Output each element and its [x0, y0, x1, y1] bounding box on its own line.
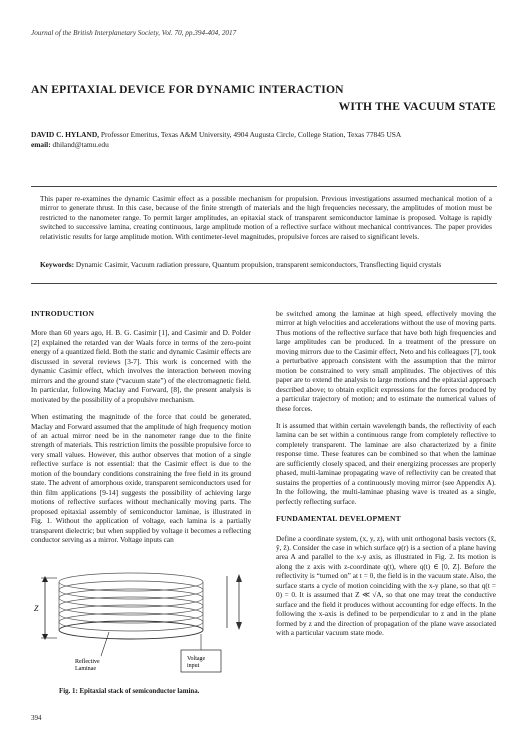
fig-label-reflective: Reflective	[75, 659, 100, 665]
author-affiliation: Professor Emeritus, Texas A&M University, 4904 Augusta Circle, College Station, Texas 77845 USA	[99, 130, 402, 139]
fig-label-input: input	[187, 663, 200, 669]
intro-paragraph-4: It is assumed that within certain wavelength bands, the reflectivity of each lamina can be set within a continuous range from completely reflective to completely transparent. The laminae are also characterized by a finite response time. These features can be combined so that when the laminae are sufficiently closely spaced, and their energizing processes are properly phased, multi-laminae propagating wave of reflectivity can be created that sustains the properties of a continuously moving mirror (see Appendix A). In the following, the multi-laminae phasing wave is treated as a single, perfectly reflecting surface.	[276, 420, 496, 506]
fig-label-laminae: Laminae	[75, 666, 96, 672]
section-heading-introduction: INTRODUCTION	[31, 309, 95, 318]
fig-label-voltage: Voltage	[187, 656, 206, 662]
fig-label-z: Z	[34, 604, 39, 613]
journal-citation: Journal of the British Interplanetary Society, Vol. 70, pp.394-404, 2017	[31, 29, 237, 37]
section-heading-fundamental: FUNDAMENTAL DEVELOPMENT	[276, 514, 401, 524]
figure-1	[31, 568, 261, 686]
intro-paragraph-2: When estimating the magnitude of the force that could be generated, Maclay and Forward assumed that the amplitude of high frequency motion of an actual mirror need be in the nanometer range due to the finite strength of materials. This restriction limits the possible propulsive force to very small values. However, this author observes that motion of a single reflective surface is not essential: that the Casimir effect is due to the motion of the boundary conditions constraining the free field in its ground state. The advent of amorphous oxide, transparent semiconductors used for thin film applications [9-14] suggests the possibility of achieving large motions of reflective surfaces without mechanically moving parts. The proposed epitaxial assembly of semiconductor laminae, is illustrated in Fig. 1. Without the application of voltage, each lamina is a partially transparent dielectric; but when supplied by voltage it becomes a reflecting conductor serving as a mirror. Voltage inputs can	[31, 412, 251, 544]
paper-title-line-1: AN EPITAXIAL DEVICE FOR DYNAMIC INTERACTION	[31, 83, 344, 96]
author-email[interactable]: dhiland@tamu.edu	[50, 139, 109, 149]
paper-title-line-2: WITH THE VACUUM STATE	[338, 100, 496, 113]
figure-1-caption: Fig. 1: Epitaxial stack of semiconductor lamina.	[59, 688, 200, 695]
keywords-label: Keywords:	[40, 260, 75, 269]
left-column	[31, 309, 251, 552]
email-label: email:	[31, 139, 51, 149]
page-number: 394	[31, 714, 42, 722]
abstract-top-rule	[31, 186, 497, 187]
abstract: This paper re-examines the dynamic Casimir effect as a possible mechanism for propulsion. Previous investigations assumed mechanical motion of a mirror to generate thrust. In this case, because of the finite strength of materials and the high frequencies necessary, the amplitudes of motion must be restricted to the nanometer range. To permit larger amplitudes, an epitaxial stack of transparent semiconductor laminae is proposed. Voltage is rapidly switched to successive lamina, creating continuous, large amplitude motion of a reflective surface without mechanical contrivances. The paper provides relativistic results for large amplitude motion. With centimeter-level magnitudes, propulsive forces are raised to significant levels.	[40, 194, 492, 241]
epitaxial-stack-diagram	[31, 568, 261, 686]
right-column	[276, 309, 496, 646]
fundamental-paragraph-1: Define a coordinate system, (x, y, z), with unit orthogonal basis vectors (x̂, ŷ, ẑ). Consider the case in which surface φ(r) is a section of a plane having area A and parallel to the x-y axis, as illustrated in Fig. 2. Its motion is along the z axis with z-coordinate q(t), where q(t) ∈ [0, Z]. Before the reflectivity is “turned on” at t = 0, the field is in the vacuum state. Also, the surface starts a cycle of motion coinciding with the x-y plane, so that q(t = 0) = 0. It is assumed that Z ≪ √A, so that one may treat the conductive surface and the field it produces without accounting for edge effects. In the following the x-axis is defined to be perpendicular to z and in the plane formed by z and the direction of propagation of the plane wave associated with a particular vacuum state mode.	[276, 533, 496, 638]
keywords-list: Dynamic Casimir, Vacuum radiation pressure, Quantum propulsion, transparent semiconductors, Transflecting liquid crystals	[74, 260, 442, 269]
author-name: DAVID C. HYLAND,	[31, 130, 100, 139]
keywords	[40, 260, 492, 269]
author-block	[31, 130, 497, 149]
abstract-bottom-rule	[31, 283, 497, 284]
intro-paragraph-3: be switched among the laminae at high speed, effectively moving the mirror at high velocities and accelerations without the use of moving parts. Thus motions of the reflective surface that have both high frequencies and large amplitudes can be produced. In a treatment of the pressure on moving mirrors due to the Casimir effect, Neto and his colleagues [7], took a perturbative approach consistent with the assumption that the mirror motion be constrained to very small amplitudes. The objectives of this paper are to extend the analysis to large motions and the epitaxial approach described above; to obtain explicit expressions for the forces produced by a particular trajectory of motion; and to estimate the numerical values of these forces.	[276, 309, 496, 413]
intro-paragraph-1: More than 60 years ago, H. B. G. Casimir [1], and Casimir and D. Polder [2] explained the retarded van der Waals force in terms of the zero-point energy of a quantized field. Both the static and dynamic Casimir effects are discussed in several reviews [3-7]. This work is concerned with the dynamic Casimir effect, which involves the interaction between moving mirrors and the ground state (“vacuum state”) of the electromagnetic field. In particular, following Maclay and Forward, [8], the present analysis is motivated by the possibility of a propulsive mechanism.	[31, 328, 251, 404]
